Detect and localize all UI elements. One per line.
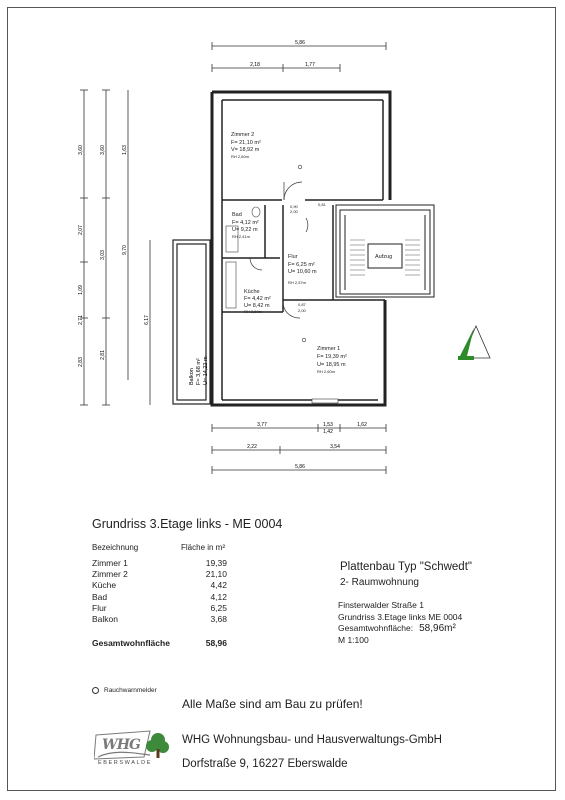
left-dim-1: 3,60: [78, 145, 84, 155]
smoke-detector-zimmer2: [298, 165, 302, 169]
bad-height: RH 2,41m: [232, 234, 251, 239]
kueche-height: RH 2,60m: [244, 309, 263, 314]
stairwell: [336, 205, 434, 297]
door-label-5: 2,00: [298, 308, 306, 313]
bad-area: F= 4,12 m²: [232, 220, 259, 226]
north-arrow: [458, 326, 490, 360]
info-block: [338, 600, 462, 646]
smoke-detector-icon: [92, 687, 99, 694]
top-dim-left: 2,18: [250, 62, 260, 68]
table-header-name: Bezeichnung: [92, 543, 139, 552]
left-dim-inner-3: 2,81: [100, 350, 106, 360]
flur-area: F= 6,25 m²: [288, 262, 315, 268]
area-table: [92, 558, 227, 625]
bottom-dim-b: 1,53: [323, 422, 333, 428]
zimmer2-height: RH 2,60m: [231, 154, 250, 159]
row-value: 4,42: [210, 580, 227, 591]
flur-volume: U= 10,60 m: [288, 269, 317, 275]
row-value: 4,12: [210, 591, 227, 602]
flur-name: Flur: [288, 254, 298, 260]
balkon-volume: U= 14,22 m: [203, 356, 209, 385]
kueche-area: F= 4,42 m²: [244, 296, 271, 302]
smoke-detector-zimmer1: [302, 338, 306, 342]
flur-height: RH 2,57m: [288, 280, 307, 285]
left-dim-3: 1,09: [78, 285, 84, 295]
zimmer1-name: Zimmer 1: [317, 346, 341, 352]
legend: [92, 687, 157, 694]
row-name: Flur: [92, 602, 107, 613]
row-name: Bad: [92, 591, 108, 602]
table-row: [92, 558, 227, 569]
window-zimmer1: [312, 399, 338, 403]
legend-label: Rauchwarnmelder: [104, 687, 157, 694]
total-value: 58,96: [205, 638, 227, 648]
bottom-dim-c: 1,62: [357, 422, 367, 428]
bottom-dim-c2: 1,42: [323, 429, 333, 435]
row-value: 19,39: [205, 558, 227, 568]
zimmer1-volume: U= 18,95 m: [317, 362, 346, 368]
total-row: [92, 638, 227, 648]
bottom-dim-total: 5,86: [295, 464, 305, 470]
zimmer1-area: F= 19,39 m²: [317, 354, 347, 360]
left-dimensions: [80, 90, 150, 405]
left-dim-total: 6,17: [144, 315, 150, 325]
zimmer2-volume: V= 18,92 m: [231, 147, 260, 153]
info-scale: M 1:100: [338, 634, 369, 645]
logo-word: WHG: [102, 737, 140, 753]
left-dim-4: 2,71: [78, 315, 84, 325]
top-dim-total: 5,86: [295, 40, 305, 46]
info-floor: Grundriss 3.Etage links ME 0004: [338, 611, 463, 622]
company-name: WHG Wohnungsbau- und Hausverwaltungs-GmbH: [182, 734, 442, 746]
outer-walls: [212, 92, 393, 405]
info-street: Finsterwalder Straße 1: [338, 600, 424, 610]
total-label: Gesamtwohnfläche: [92, 638, 170, 648]
top-dimensions: [212, 42, 386, 72]
zimmer2-area: F= 21,10 m²: [231, 140, 261, 146]
building-type: Plattenbau Typ "Schwedt": [340, 561, 472, 573]
table-header-area: Fläche in m²: [181, 543, 226, 552]
plan-title: Grundriss 3.Etage links - ME 0004: [92, 517, 283, 531]
left-dim-inner-2: 3,03: [100, 250, 106, 260]
company-logo: [94, 727, 172, 773]
info-area-value: 58,96m²: [419, 623, 456, 634]
bad-name: Bad: [232, 212, 242, 218]
balkon-area: F= 3,68 m²: [196, 358, 202, 385]
row-name: Zimmer 2: [92, 569, 128, 580]
bad-volume: U= 9,22 m: [232, 227, 258, 233]
aufzug-label: Aufzug: [375, 254, 393, 260]
kueche-volume: U= 8,42 m: [244, 303, 270, 309]
door-label-1: 0,90: [290, 204, 298, 209]
left-dim-2: 2,07: [78, 225, 84, 235]
apartment-type: 2- Raumwohnung: [340, 577, 419, 588]
door-label-3: 2,00: [290, 209, 298, 214]
row-name: Küche: [92, 580, 117, 591]
kueche-name: Küche: [244, 289, 260, 295]
zimmer1-height: RH 2,60m: [317, 369, 336, 374]
left-dim-5: 2,83: [78, 357, 84, 367]
left-dim-inner-1: 3,60: [100, 145, 106, 155]
bottom-dim-e: 3,54: [330, 444, 340, 450]
row-value: 3,68: [210, 614, 227, 625]
left-dim-third-2: 9,70: [122, 245, 128, 255]
door-label-4: 0,87: [298, 302, 306, 307]
bottom-dim-a: 3,77: [257, 422, 267, 428]
zimmer2-name: Zimmer 2: [231, 132, 255, 138]
company-address: Dorfstraße 9, 16227 Eberswalde: [182, 758, 348, 770]
row-value: 6,25: [210, 602, 227, 613]
left-dim-third-1: 1,63: [122, 145, 128, 155]
table-row: [92, 592, 227, 603]
table-row: [92, 569, 227, 580]
door-label-2: 0,81: [318, 202, 326, 207]
row-value: 21,10: [205, 569, 227, 580]
table-row: [92, 614, 227, 625]
balkon-name: Balkon: [189, 368, 195, 385]
table-row: [92, 580, 227, 591]
logo-city: EBERSWALDE: [98, 760, 153, 766]
top-dim-right: 1,77: [305, 62, 315, 68]
row-name: Zimmer 1: [92, 558, 128, 568]
info-area: [338, 623, 462, 635]
measure-warning: Alle Maße sind am Bau zu prüfen!: [182, 697, 363, 711]
table-row: [92, 603, 227, 614]
row-name: Balkon: [92, 614, 118, 625]
bottom-dim-d: 2,22: [247, 444, 257, 450]
info-area-label: Gesamtwohnfläche:: [338, 623, 414, 633]
